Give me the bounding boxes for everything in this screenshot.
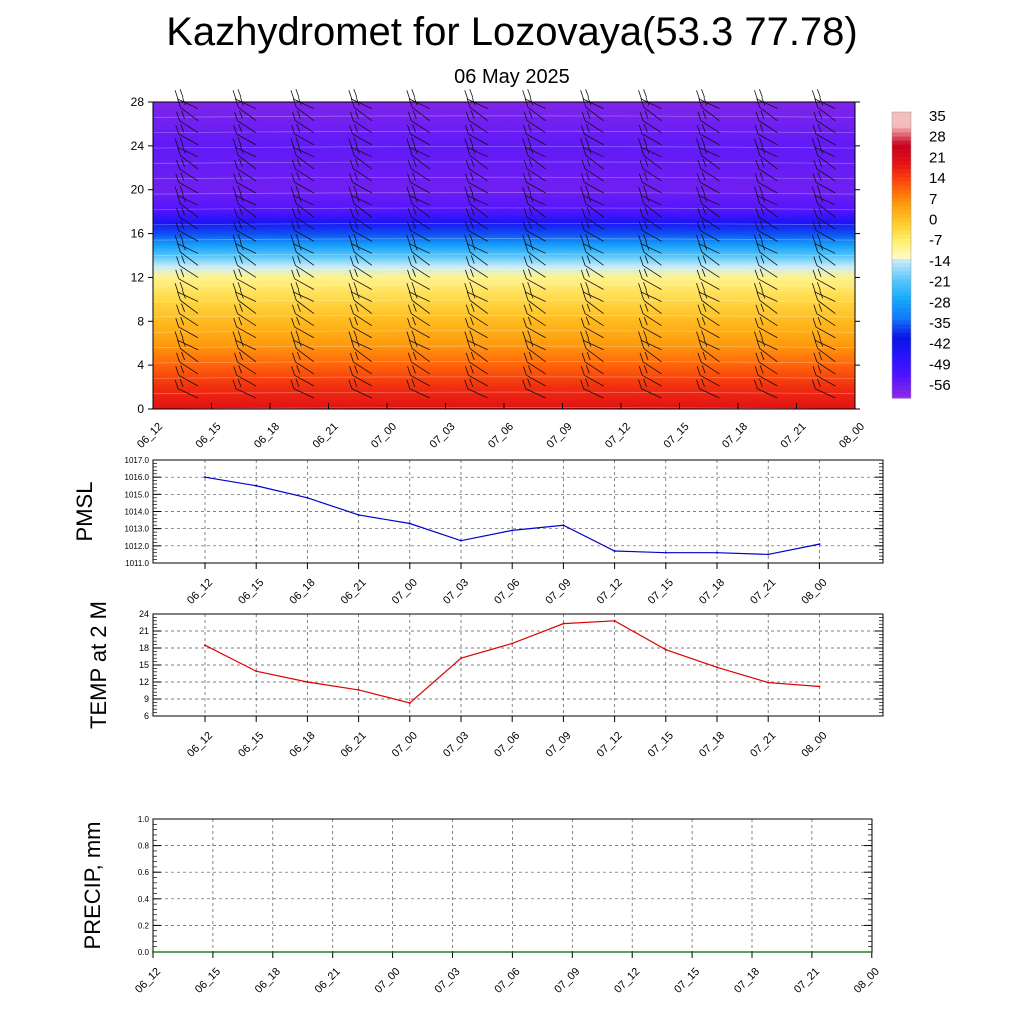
x-tick-label: 08_00	[799, 576, 830, 607]
colorbar-swatch	[892, 251, 911, 256]
y-tick-label: 20	[130, 182, 144, 197]
colorbar-swatch	[892, 390, 911, 395]
colorbar-swatch	[892, 316, 911, 321]
data-point	[562, 524, 564, 526]
data-point	[665, 552, 667, 554]
x-tick-label: 06_12	[185, 576, 216, 607]
x-tick-label: 07_00	[389, 729, 420, 760]
y-tick-label: 8	[137, 314, 144, 329]
x-tick-label: 06_12	[135, 420, 166, 451]
cross-section-panel	[131, 89, 867, 450]
x-tick-label: 06_21	[338, 576, 369, 607]
colorbar-label: 7	[929, 190, 938, 208]
x-tick-label: 06_18	[252, 965, 283, 996]
y-tick-label: 0.0	[137, 948, 149, 957]
colorbar-swatch	[892, 349, 911, 354]
colorbar-swatch	[892, 161, 911, 166]
data-point	[152, 951, 154, 953]
colorbar-swatch	[892, 341, 911, 346]
data-point	[204, 476, 206, 478]
y-tick-label: 12	[130, 270, 144, 285]
x-tick-label: 06_18	[287, 576, 318, 607]
data-point	[255, 670, 257, 672]
x-tick-label: 06_18	[252, 420, 283, 451]
y-tick-label: 24	[130, 138, 144, 153]
x-tick-label: 07_12	[603, 420, 634, 451]
x-tick-label: 07_15	[645, 729, 676, 760]
data-point	[767, 553, 769, 555]
data-point	[204, 644, 206, 646]
x-tick-label: 07_00	[369, 420, 400, 451]
x-tick-label: 07_12	[594, 576, 625, 607]
colorbar-swatch	[892, 112, 911, 117]
x-tick-label: 07_06	[492, 965, 523, 996]
colorbar-swatch	[892, 369, 911, 374]
data-point	[811, 951, 813, 953]
data-point	[871, 951, 873, 953]
x-tick-label: 07_21	[748, 729, 779, 760]
x-tick-label: 08_00	[851, 965, 882, 996]
x-tick-label: 07_06	[492, 729, 523, 760]
y-axis-label: TEMP at 2 M	[86, 601, 111, 729]
x-tick-label: 07_15	[645, 576, 676, 607]
x-tick-label: 07_09	[543, 729, 574, 760]
data-point	[358, 689, 360, 691]
colorbar-swatch	[892, 214, 911, 219]
colorbar-label: -42	[929, 335, 951, 353]
data-point	[571, 951, 573, 953]
data-point	[460, 540, 462, 542]
colorbar-swatch	[892, 312, 911, 317]
colorbar-label: 28	[929, 128, 946, 146]
x-tick-label: 07_03	[441, 576, 472, 607]
colorbar-swatch	[892, 386, 911, 391]
x-tick-label: 07_00	[372, 965, 403, 996]
colorbar-swatch	[892, 169, 911, 174]
data-point	[392, 951, 394, 953]
colorbar-label: -56	[929, 377, 951, 395]
data-point	[409, 523, 411, 525]
y-tick-label: 0.2	[137, 921, 149, 931]
colorbar-label: -14	[929, 252, 951, 270]
colorbar-swatch	[892, 300, 911, 305]
colorbar-swatch	[892, 247, 911, 252]
colorbar-swatch	[892, 239, 911, 244]
colorbar-swatch	[892, 329, 911, 334]
colorbar-swatch	[892, 235, 911, 240]
y-tick-label: 1015.0	[124, 490, 149, 500]
x-tick-label: 07_12	[612, 965, 643, 996]
colorbar-swatch	[892, 320, 911, 325]
colorbar-label: -49	[929, 356, 951, 374]
data-point	[255, 485, 257, 487]
colorbar-swatch	[892, 153, 911, 158]
colorbar-swatch	[892, 198, 911, 203]
colorbar-label: -28	[929, 294, 951, 312]
y-tick-label: 0.6	[137, 868, 149, 878]
x-tick-label: 07_03	[432, 965, 463, 996]
data-point	[511, 642, 513, 644]
colorbar-swatch	[892, 304, 911, 309]
y-tick-label: 1.0	[137, 815, 149, 824]
colorbar-swatch	[892, 361, 911, 366]
x-tick-label: 07_09	[544, 420, 575, 451]
colorbar-swatch	[892, 324, 911, 329]
data-point	[306, 681, 308, 683]
colorbar-swatch	[892, 177, 911, 182]
y-tick-label: 4	[137, 358, 144, 373]
colorbar-swatch	[892, 181, 911, 186]
data-point	[767, 682, 769, 684]
colorbar-swatch	[892, 141, 911, 146]
colorbar-swatch	[892, 345, 911, 350]
y-tick-label: 28	[130, 95, 144, 109]
pressure-panel	[72, 456, 883, 607]
y-tick-label: 9	[143, 694, 149, 704]
data-point	[272, 951, 274, 953]
colorbar-label: -35	[929, 315, 951, 332]
x-tick-label: 07_09	[543, 576, 574, 607]
colorbar-swatch	[892, 373, 911, 378]
colorbar-swatch	[892, 116, 911, 121]
x-tick-label: 07_12	[594, 729, 625, 760]
colorbar-swatch	[892, 353, 911, 358]
colorbar-swatch	[892, 222, 911, 227]
data-point	[614, 620, 616, 622]
x-tick-label: 06_21	[338, 729, 369, 760]
colorbar-swatch	[892, 284, 911, 289]
x-tick-label: 06_18	[287, 729, 318, 760]
y-axis-label: PRECIP, mm	[80, 821, 105, 950]
y-tick-label: 1017.0	[124, 456, 149, 465]
colorbar-label: 35	[929, 108, 946, 125]
colorbar-swatch	[892, 137, 911, 142]
data-point	[751, 951, 753, 953]
colorbar-swatch	[892, 202, 911, 207]
x-tick-label: 07_15	[661, 420, 692, 451]
chart-title: Kazhydromet for Lozovaya(53.3 77.78)	[166, 10, 858, 54]
colorbar-swatch	[892, 271, 911, 276]
x-tick-label: 07_18	[720, 420, 751, 451]
temperature-field	[153, 102, 855, 409]
x-tick-label: 06_12	[185, 729, 216, 760]
data-point	[818, 686, 820, 688]
data-point	[460, 657, 462, 659]
data-point	[409, 702, 411, 704]
data-point	[818, 543, 820, 545]
colorbar-swatch	[892, 149, 911, 154]
x-tick-label: 06_21	[312, 965, 343, 996]
y-tick-label: 1011.0	[125, 559, 149, 568]
colorbar-label: 21	[929, 149, 946, 167]
colorbar	[892, 108, 951, 399]
data-point	[665, 649, 667, 651]
x-tick-label: 07_15	[672, 965, 703, 996]
colorbar-swatch	[892, 382, 911, 387]
data-point	[212, 951, 214, 953]
colorbar-swatch	[892, 255, 911, 260]
data-point	[691, 951, 693, 953]
colorbar-swatch	[892, 263, 911, 268]
y-tick-label: 0.8	[137, 841, 149, 851]
colorbar-swatch	[892, 337, 911, 342]
x-tick-label: 06_15	[236, 729, 267, 760]
precipitation-panel	[80, 815, 882, 996]
x-tick-label: 07_21	[791, 965, 823, 996]
colorbar-swatch	[892, 243, 911, 248]
colorbar-swatch	[892, 206, 911, 211]
y-tick-label: 18	[138, 643, 149, 653]
y-tick-label: 1012.0	[124, 541, 149, 551]
x-tick-label: 07_18	[732, 965, 763, 996]
colorbar-swatch	[892, 259, 911, 264]
colorbar-swatch	[892, 296, 911, 301]
colorbar-label: 14	[929, 170, 946, 188]
colorbar-swatch	[892, 226, 911, 231]
colorbar-swatch	[892, 190, 911, 195]
colorbar-swatch	[892, 132, 911, 137]
data-point	[716, 666, 718, 668]
x-tick-label: 07_06	[486, 420, 517, 451]
colorbar-swatch	[892, 230, 911, 235]
colorbar-swatch	[892, 128, 911, 133]
y-tick-label: 0.4	[137, 894, 149, 904]
colorbar-swatch	[892, 280, 911, 285]
colorbar-swatch	[892, 186, 911, 191]
colorbar-swatch	[892, 308, 911, 313]
y-tick-label: 21	[138, 626, 149, 636]
x-tick-label: 08_00	[799, 729, 830, 760]
colorbar-swatch	[892, 365, 911, 370]
data-point	[306, 497, 308, 499]
x-tick-label: 07_21	[748, 576, 779, 607]
colorbar-swatch	[892, 333, 911, 338]
x-tick-label: 06_15	[193, 420, 224, 451]
x-tick-label: 07_21	[778, 420, 809, 451]
colorbar-swatch	[892, 194, 911, 199]
colorbar-swatch	[892, 378, 911, 383]
y-tick-label: 1013.0	[124, 524, 149, 534]
y-tick-label: 12	[138, 677, 149, 687]
colorbar-swatch	[892, 292, 911, 297]
data-point	[452, 951, 454, 953]
colorbar-swatch	[892, 357, 911, 362]
colorbar-swatch	[892, 218, 911, 223]
y-tick-label: 0	[137, 402, 144, 416]
x-tick-label: 07_00	[389, 576, 420, 607]
x-tick-label: 07_18	[697, 576, 728, 607]
colorbar-swatch	[892, 210, 911, 215]
colorbar-swatch	[892, 120, 911, 125]
colorbar-label: 0	[929, 211, 938, 229]
x-tick-label: 07_18	[697, 729, 728, 760]
colorbar-swatch	[892, 145, 911, 150]
temperature-panel	[86, 601, 883, 760]
x-tick-label: 06_15	[236, 576, 267, 607]
data-point	[511, 951, 513, 953]
colorbar-swatch	[892, 173, 911, 178]
y-tick-label: 1016.0	[124, 473, 149, 483]
colorbar-swatch	[892, 165, 911, 170]
colorbar-swatch	[892, 124, 911, 129]
chart-subtitle: 06 May 2025	[454, 66, 570, 88]
x-tick-label: 06_12	[133, 965, 164, 996]
y-tick-label: 24	[138, 609, 149, 619]
data-point	[511, 529, 513, 531]
y-tick-label: 15	[138, 660, 149, 670]
x-tick-label: 07_03	[441, 729, 472, 760]
colorbar-swatch	[892, 275, 911, 280]
y-tick-label: 6	[143, 711, 149, 721]
data-point	[716, 552, 718, 554]
y-axis-label: PMSL	[72, 481, 97, 542]
x-tick-label: 06_21	[310, 420, 341, 451]
x-tick-label: 07_06	[492, 576, 523, 607]
colorbar-swatch	[892, 157, 911, 162]
data-point	[631, 951, 633, 953]
data-point	[332, 951, 334, 953]
y-tick-label: 16	[130, 226, 144, 241]
x-tick-label: 06_15	[192, 965, 224, 996]
colorbar-swatch	[892, 288, 911, 293]
data-point	[614, 550, 616, 552]
x-tick-label: 07_03	[427, 420, 458, 451]
data-point	[562, 623, 564, 625]
x-tick-label: 08_00	[837, 420, 868, 451]
x-tick-label: 07_09	[552, 965, 583, 996]
colorbar-label: -21	[929, 273, 951, 291]
colorbar-swatch	[892, 267, 911, 272]
data-point	[358, 514, 360, 516]
colorbar-label: -7	[929, 232, 943, 250]
y-tick-label: 1014.0	[124, 507, 149, 517]
